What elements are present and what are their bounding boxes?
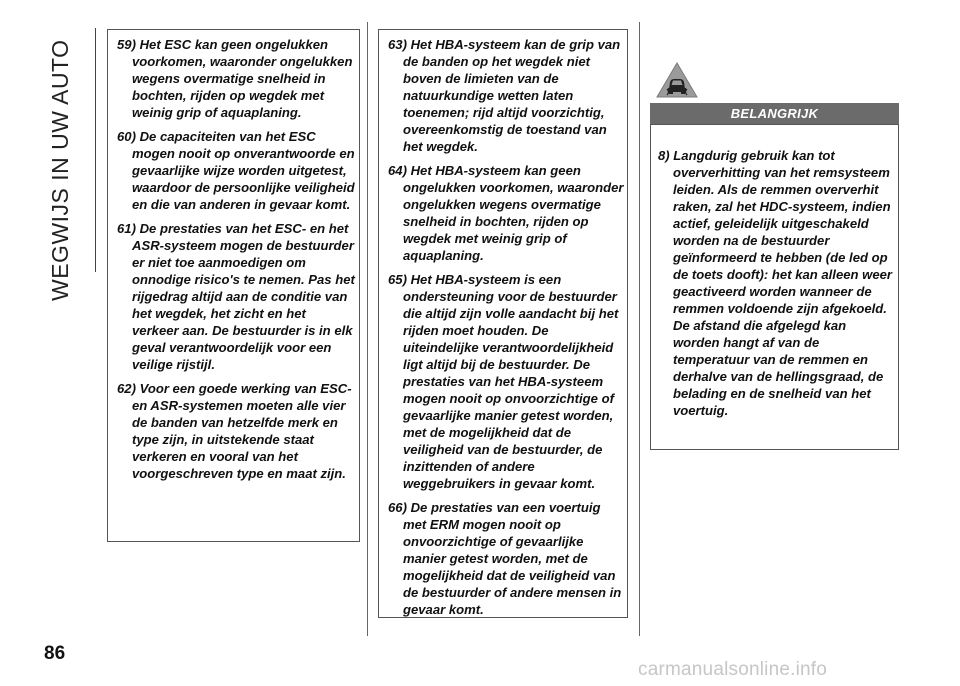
note-number: 62) <box>117 381 136 396</box>
notes-box-hba-erm <box>378 29 628 618</box>
note-text: Voor een goede werking van ESC- en ASR-systemen moeten alle vier de banden van hetzelfde merk en type zijn, in uitstekende staat verkeren en vooral van het voorgeschreven type en maat zijn. <box>132 381 352 481</box>
note-item <box>114 220 356 373</box>
watermark: carmanualsonline.info <box>638 659 828 680</box>
note-item <box>114 36 356 121</box>
note-text: De prestaties van het ESC- en het ASR-systeem mogen de bestuurder er niet toe aanmoedigen om onnodige risico's te nemen. Pas het rijgedrag altijd aan de conditie van het wegdek, het zicht en het verkeer aan. De bestuurder is in elk geval verantwoordelijk voor een veilige rijstijl. <box>132 221 355 372</box>
column-divider-1 <box>367 22 368 636</box>
note-text: Het HBA-systeem kan geen ongelukken voorkomen, waaronder ongelukken wegens overmatige snelheid in bochten, rijden op wegdek met weinig grip of aquaplaning. <box>403 163 624 263</box>
note-number: 61) <box>117 221 136 236</box>
note-number: 65) <box>388 272 407 287</box>
chapter-rule <box>95 28 96 272</box>
note-item <box>385 162 625 264</box>
notes-box-esc-asr <box>107 29 360 542</box>
note-number: 64) <box>388 163 407 178</box>
note-number: 60) <box>117 129 136 144</box>
note-item <box>114 128 356 213</box>
note-item <box>385 499 625 618</box>
note-number: 66) <box>388 500 407 515</box>
warning-banner: BELANGRIJK <box>650 103 899 124</box>
note-number: 8) <box>658 148 670 163</box>
note-text: Het HBA-systeem kan de grip van de banden op het wegdek niet boven de limieten van de natuurkundige wetten laten toenemen; rijd altijd voorzichtig, overeenkomstig de toestand van het wegdek. <box>403 37 621 154</box>
page-number: 86 <box>44 643 66 664</box>
note-text: Het ESC kan geen ongelukken voorkomen, waaronder ongelukken wegens overmatige snelheid in bochten, rijden op wegdek met weinig grip of aquaplaning. <box>132 37 353 120</box>
note-text: De prestaties van een voertuig met ERM mogen nooit op onvoorzichtige of gevaarlijke manier getest worden, met de mogelijkheid dat de veiligheid van de bestuurder of andere mensen in gevaar komt. <box>403 500 622 617</box>
column-divider-2 <box>639 22 640 636</box>
note-item <box>114 380 356 482</box>
note-number: 63) <box>388 37 407 52</box>
note-item <box>385 36 625 155</box>
note-item <box>655 147 895 419</box>
note-text: Langdurig gebruik kan tot oververhitting van het remsysteem leiden. Als de remmen oververhit raken, zal het HDC-systeem, indien actief, geleidelijk uitgeschakeld worden na de bestuurder geïnformeerd te hebben (de led op de toets dooft): het kan alleen weer geactiveerd worden wanneer de remmen voldoende zijn afgekoeld. De afstand die afgelegd kan worden hangt af van de temperatuur van de remmen en derhalve van de hellingsgraad, de belading en de snelheid van het voertuig. <box>673 148 892 418</box>
note-item <box>385 271 625 492</box>
note-number: 59) <box>117 37 136 52</box>
note-text: De capaciteiten van het ESC mogen nooit op onverantwoorde en gevaarlijke wijze worden uitgetest, waardoor de persoonlijke veiligheid en die van anderen in gevaar komt. <box>132 129 355 212</box>
car-skid-warning-icon <box>655 61 699 99</box>
notes-box-hdc <box>650 124 899 450</box>
note-text: Het HBA-systeem is een ondersteuning voor de bestuurder die altijd zijn volle aandacht bij het rijden moet houden. De uiteindelijke verantwoordelijkheid ligt altijd bij de bestuurder. De prestaties van het HBA-systeem mogen nooit op onvoorzichtige of gevaarlijke manier getest worden, met de mogelijkheid dat de veiligheid van de bestuurder, de inzittenden of andere weggebruikers in gevaar komt. <box>403 272 619 491</box>
chapter-title: WEGWIJS IN UW AUTO <box>47 39 73 301</box>
